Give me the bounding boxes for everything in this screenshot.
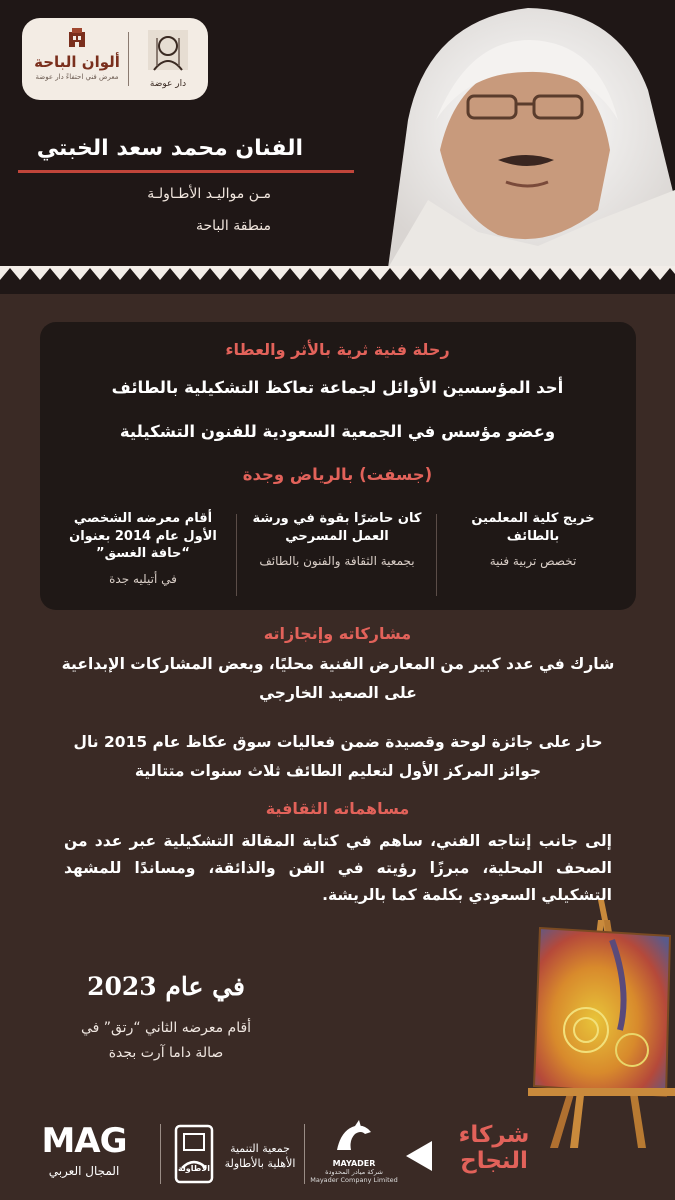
participations-paragraph-1: شارك في عدد كبير من المعارض الفنية محليًا، وبعض المشاركات الإبداعية على الصعيد الخارجي: [61, 655, 615, 702]
albaha-colors-logo: [30, 26, 124, 92]
mag-wordmark: MAG: [41, 1121, 127, 1161]
sponsor-atawla-logo: [168, 1120, 298, 1190]
easel-painting-illustration: [520, 900, 675, 1148]
participations-title: مشاركاته وإنجازاته: [263, 624, 412, 643]
sadu-pattern-divider: [0, 266, 675, 294]
journey-title: رحلة فنية ثرية بالأثر والعطاء: [225, 340, 450, 359]
atawla-name: [222, 1142, 298, 1172]
sponsor-mag-logo: [16, 1121, 152, 1186]
fact-column-theatre: [252, 510, 422, 570]
column-divider: [436, 514, 437, 596]
albaha-logo-subtitle: معرض فني احتفاءً دار عوضة: [35, 73, 119, 81]
artist-origin: مـن مواليـد الأطـاولـة: [147, 186, 271, 202]
footer-divider: [304, 1124, 305, 1184]
partners-title-line-1: شركاء: [458, 1122, 530, 1148]
column-divider: [236, 514, 237, 596]
mag-caption: المجال العربي: [48, 1164, 120, 1178]
artist-name: الفنان محمد سعد الخبتي: [36, 136, 303, 161]
year-heading: في عام 2023: [87, 972, 245, 1001]
mayader-arabic: شركة ميادر المحدودة: [325, 1168, 383, 1176]
atawla-badge-text: الأطاولة: [177, 1164, 211, 1173]
partners-title: [448, 1122, 540, 1175]
horse-emblem-icon: [331, 1120, 377, 1154]
fact-column-education: [448, 510, 618, 570]
portrait-sketch-icon: [144, 26, 192, 74]
fact-education-sub: تخصص تربية فنية: [489, 554, 577, 569]
artist-portrait: [348, 0, 675, 268]
atawla-name-line-1: جمعية التنمية: [230, 1142, 290, 1155]
atawla-name-line-2: الأهلية بالأطاولة: [224, 1156, 296, 1170]
fact-theatre-sub: بجمعية الثقافة والفنون بالطائف: [259, 554, 415, 569]
second-exhibition-line-2: صالة داما آرت بجدة: [108, 1044, 224, 1061]
building-icon: [66, 26, 88, 48]
mayader-name: MAYADER: [332, 1159, 376, 1168]
journey-line-2: وعضو مؤسس في الجمعية السعودية للفنون التشكيلية: [119, 422, 556, 441]
dar-awdah-logo: [136, 26, 200, 92]
dar-awdah-caption: دار عوضة: [149, 79, 187, 89]
arrow-left-icon: [404, 1139, 434, 1173]
logo-divider: [128, 32, 129, 86]
fact-column-exhibition: [58, 510, 228, 588]
header: [0, 0, 675, 268]
fact-exhibition-title: أقام معرضه الشخصي الأول عام 2014 بعنوان “حافة الغسق”: [69, 511, 217, 562]
journey-line-3: (جسفت) بالرياض وجدة: [242, 465, 433, 484]
cultural-paragraph: إلى جانب إنتاجه الفني، ساهم في كتابة المقالة التشكيلية عبر عدد من الصحف المحلية، مبرزًا رؤيته في الفن والذائقة، ومساندًا للمشهد التشكيلي السعودي بكلمة كما بالريشة.: [64, 832, 612, 905]
fact-education-title: خريج كلية المعلمين بالطائف: [471, 511, 595, 544]
cultural-title: مساهماته الثقافية: [265, 799, 410, 818]
second-exhibition-line-1: أقام معرضه الثاني “رتق” في: [80, 1020, 252, 1036]
logos-card: [22, 18, 208, 100]
atawla-badge-icon: [168, 1122, 220, 1186]
fact-theatre-title: كان حاضرًا بقوة في ورشة العمل المسرحي: [252, 511, 422, 544]
journey-line-1: أحد المؤسسين الأوائل لجماعة تعاكظ التشكيلية بالطائف: [111, 378, 564, 397]
artist-region: منطقة الباحة: [195, 218, 271, 234]
second-exhibition: [40, 1016, 292, 1065]
fact-exhibition-sub: في أتيليه جدة: [109, 571, 177, 586]
albaha-logo-title: ألوان الباحة: [34, 53, 120, 71]
partners-title-line-2: النجاح: [460, 1148, 528, 1175]
name-underline: [18, 170, 354, 173]
footer-divider: [160, 1124, 161, 1184]
sponsor-mayader-logo: [308, 1120, 400, 1190]
mayader-english: Mayader Company Limited: [310, 1176, 398, 1184]
participations-paragraph-2: حاز على جائزة لوحة وقصيدة ضمن فعاليات سوق عكاظ عام 2015 نال جوائز المركز الأول لتعليم الطائف ثلاث سنوات متتالية: [73, 733, 603, 780]
